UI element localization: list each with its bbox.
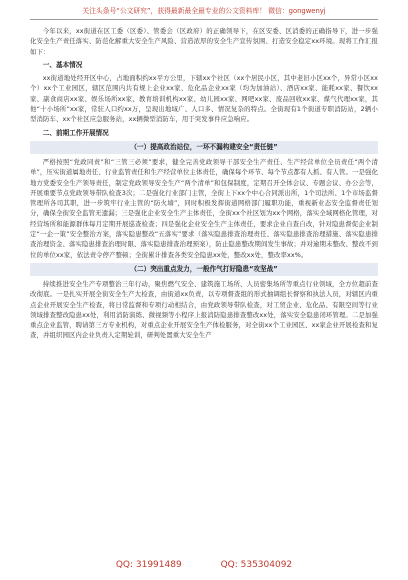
footer-qq: QQ: 31991489 bbox=[115, 560, 182, 570]
section-1-paragraph: xx街道地处经开区中心，占地面积约xx平方公里，下辖xx个社区（xx个居民小区，其中老旧小区xx个，异常小区xx个）xx个工业园区，辖区范围内共有规上企业xx家、危化品企业xx家（均为加油站）、酒店xx家、能耗xx家、餐饮xx家、副食商店xx家、娱乐场所xx家、教育培训机构xx家、幼儿园xx家、网吧xx家、废品回收xx家、煤气代理xx家，其他“十小场所”xx家，常驻人口约xx万，呈现出地域广、人口多、情况复杂的特点。全街现有1个街道专职消防站，2辆小型消防车、xx个社区应急服务站，xx辆微型消防车，用于突发事件应急响应。 bbox=[30, 74, 378, 124]
subsection-1-paragraph: 严格按照“党政同责”和“三管三必须”要求，健全完善党政领导干部安全生产责任、生产经营单位全员责任“两个清单”，压实街道属地责任、行业监管责任和生产经营单位主体责任，确保每个环节、每个节点都有人抓、有人管。一是强化地方党委安全生产领导责任，制定党政领导安全生产“两个清单”和包保制度，定期召开全体会议、专题会议、办公会等，开展重要节点党政领导带队检查3次；二是强化行业部门主管，全街上下xx个中心合同派出所，1个司法所、1个市场监督管理所各司其职，进一步筑牢行业主管的“防火墙”，同时积极发挥街道网格部门履职功能，重视新业态安全监督责任划分，确保全街安全监管无遗漏；三是强化企业安全生产主体责任，全街xx个社区划为xx个网格，落实全域网格化管理，对经营场所和能源群体每月定期开展巡查检查；四是强化企业安全生产主体责任，要求企业自查自改，针对隐患督促企业制定“一企一策”安全整治方案，落实隐患整改“五落实”要求（落实隐患排查治理责任、落实隐患排查治理措施、落实隐患排查治理资金、落实隐患排查治理时限、落实隐患排查治理预案），防止隐患整改期间发生事故；并对逾期未整改、整改不到位的单位xx家，依法责令停产整顿；全街累计排查各类安全隐患xx处，整改xx处，整改率xx%。 bbox=[30, 157, 378, 259]
document-body bbox=[30, 26, 378, 341]
section-1-heading: 一、基本情况 bbox=[42, 60, 83, 69]
section-2-heading: 二、前期工作开展情况 bbox=[42, 128, 109, 137]
header-banner: 关注头条号“公文研究”，获得最新最全最专业的公文资料库！ 微信：gongwenyj bbox=[82, 7, 326, 15]
subsection-2-heading: （二）突出重点发力，一般作气打好隐患“攻坚战” bbox=[30, 263, 378, 276]
header-rule bbox=[30, 19, 378, 20]
footer-qq-group: QQ: 535304092 bbox=[220, 560, 293, 570]
subsection-1-heading: （一）提高政治站位，一环不漏构建安全“责任链” bbox=[30, 141, 378, 154]
subsection-2-paragraph: 持续推进安全生产专项整治三年行动，聚焦燃气安全、建筑施工场所、人员密集场所等重点行业领域，全方位超前查改彻底。一是扎实开展全街安全生产大检查，由街道xx负责，以专项督查组的形式抽调组长督察和执法人员，对辖区内重点企业开展安全生产检查，将日常监督和专项行动相结合，由党政领导带队检查，对工贸企业、危化品、有限空间等行业领域排查整改隐患xx处，利用消防演练、微视频等小程序上报消防隐患排查整改xx处，落实安全隐患闭环管理。二是加强重点企业监管，聘请第三方专业机构，对重点企业开展安全生产体检服务，对全街xx个工业园区、xx家企业开展检查和复查，并组织园区内企业负责人定期轮训，研判处置重大安全生产 bbox=[30, 279, 378, 340]
footer-contact bbox=[0, 558, 408, 572]
intro-paragraph: 今年以来，xx街道在区工委（区委）、管委会（区政府）的正确领导下，在区安委、区消委的正确指导下，进一步强化安全生产责任落实、防范化解重大安全生产风险、营造浓厚的安全生产宣传氛围、打造安全稳定xx环境。现将工作汇报如下： bbox=[30, 27, 378, 56]
